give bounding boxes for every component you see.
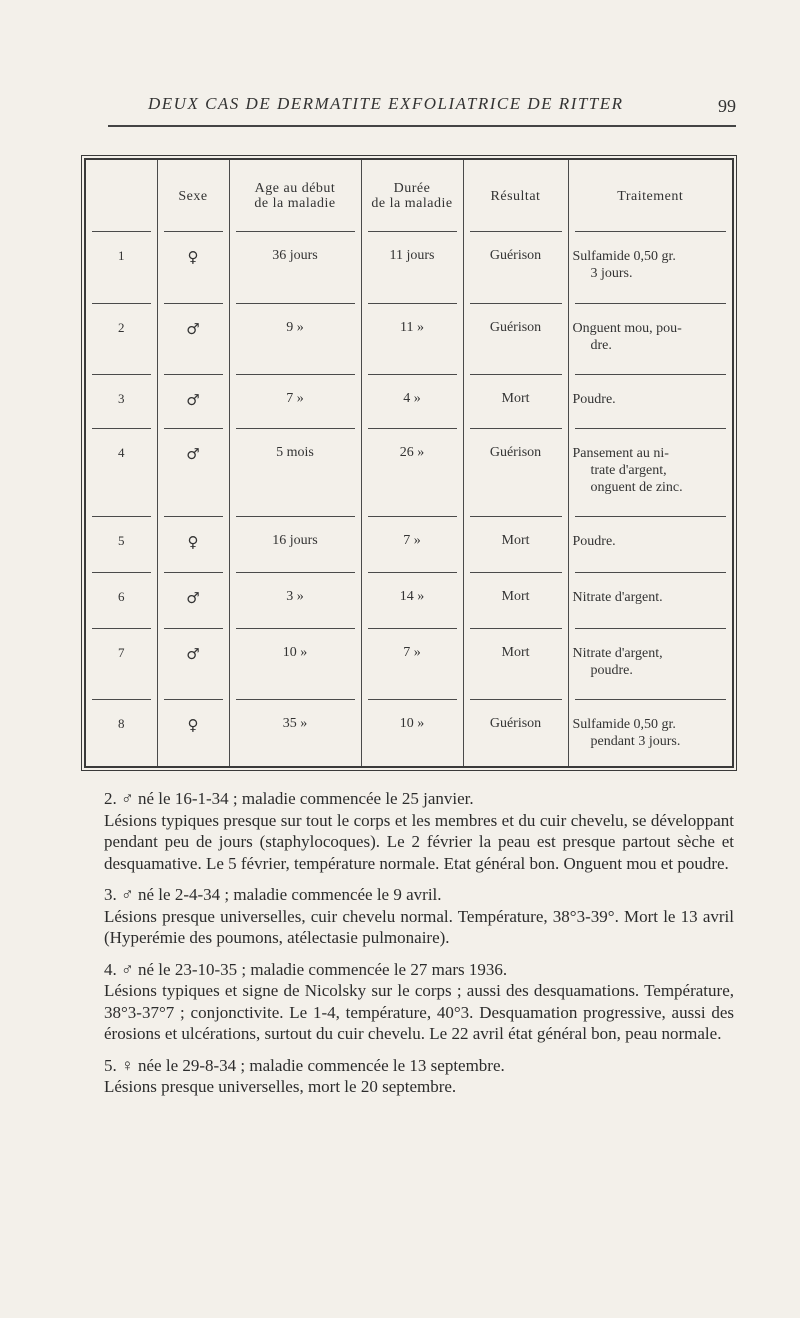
case-entry	[104, 1055, 734, 1098]
cell-traitement	[568, 517, 732, 573]
cell-age: 3 »	[229, 573, 361, 629]
traitement-line: 3 jours.	[590, 266, 633, 281]
cell-sexe: ♀	[157, 232, 229, 304]
running-title: DEUX CAS DE DERMATITE EXFOLIATRICE DE RITTER	[148, 94, 624, 113]
cell-duree: 4 »	[361, 375, 463, 429]
cell-age: 9 »	[229, 304, 361, 374]
cell-sexe: ♂	[157, 573, 229, 629]
traitement-line: onguent de zinc.	[590, 479, 683, 495]
cases-table	[84, 158, 734, 768]
cell-duree: 26 »	[361, 429, 463, 517]
cell-number: 4	[86, 429, 157, 517]
header-rule	[108, 125, 736, 127]
cell-resultat: Guérison	[463, 429, 568, 517]
traitement-line: poudre.	[590, 663, 633, 679]
cell-resultat: Guérison	[463, 304, 568, 374]
col-header-duree-line2: de la maladie	[371, 196, 453, 211]
cell-resultat: Guérison	[463, 232, 568, 304]
cell-resultat: Mort	[463, 517, 568, 573]
cell-duree: 11 »	[361, 304, 463, 374]
col-header-number	[86, 160, 157, 232]
page-number: 99	[718, 96, 736, 116]
traitement-line: trate d'argent,	[590, 462, 667, 478]
cell-traitement	[568, 429, 732, 517]
cell-age: 10 »	[229, 629, 361, 699]
traitement-line: Nitrate d'argent.	[572, 590, 663, 606]
cell-age: 16 jours	[229, 517, 361, 573]
col-header-age-line1: Age au début	[254, 181, 336, 196]
cell-sexe: ♂	[157, 375, 229, 429]
cell-traitement	[568, 232, 732, 304]
table-row	[86, 700, 732, 766]
table-row	[86, 517, 732, 573]
running-head	[100, 88, 736, 120]
case-notes	[104, 788, 734, 1108]
cell-number: 6	[86, 573, 157, 629]
traitement-line: Poudre.	[572, 391, 616, 407]
cell-traitement	[568, 375, 732, 429]
col-header-duree-line1: Durée	[393, 181, 431, 196]
cell-duree: 14 »	[361, 573, 463, 629]
cell-traitement	[568, 573, 732, 629]
cell-number: 1	[86, 232, 157, 304]
traitement-line: pendant 3 jours.	[590, 733, 681, 749]
case-text: Lésions typiques et signe de Nicolsky sur le corps ; aussi des desquamations. Température, 38°3-37°7 ; conjonctivite. Le 1-4, température, 40°3. Desquamation progressive, aussi des érosions et ulcérations, surtout du cuir chevelu. Le 22 avril état général bon, peau normale.	[104, 981, 734, 1043]
cell-resultat: Mort	[463, 375, 568, 429]
case-lead: 5. ♀ née le 29-8-34 ; maladie commencée le 13 septembre.	[104, 1055, 505, 1075]
traitement-line: Poudre.	[572, 534, 616, 550]
traitement-line: Sulfamide 0,50 gr.	[572, 716, 676, 732]
case-lead: 2. ♂ né le 16-1-34 ; maladie commencée le 25 janvier.	[104, 789, 474, 808]
table-row	[86, 304, 732, 374]
cell-traitement	[568, 304, 732, 374]
cell-sexe: ♂	[157, 304, 229, 374]
traitement-line: dre.	[590, 338, 612, 354]
table-row	[86, 375, 732, 429]
table-header-row	[86, 160, 732, 232]
cell-duree: 7 »	[361, 517, 463, 573]
case-entry	[104, 788, 734, 874]
case-lead: 4. ♂ né le 23-10-35 ; maladie commencée le 27 mars 1936.	[104, 959, 508, 979]
case-text: Lésions presque universelles, mort le 20 septembre.	[104, 1077, 457, 1096]
case-lead: 3. ♂ né le 2-4-34 ; maladie commencée le 9 avril.	[104, 885, 442, 904]
col-header-age	[229, 160, 361, 232]
col-header-age-line2: de la maladie	[254, 196, 336, 211]
cell-age: 5 mois	[229, 429, 361, 517]
cell-age: 35 »	[229, 700, 361, 766]
col-header-duree	[361, 160, 463, 232]
cell-number: 7	[86, 629, 157, 699]
col-header-traitement: Traitement	[568, 160, 732, 232]
traitement-line: Onguent mou, pou-	[572, 321, 682, 337]
cell-resultat: Guérison	[463, 700, 568, 766]
cases-table-grid	[86, 160, 732, 766]
col-header-resultat: Résultat	[463, 160, 568, 232]
traitement-line: Sulfamide 0,50 gr.	[572, 249, 676, 264]
table-row	[86, 232, 732, 304]
cell-resultat: Mort	[463, 629, 568, 699]
table-row	[86, 629, 732, 699]
cell-sexe: ♀	[157, 700, 229, 766]
col-header-sexe: Sexe	[157, 160, 229, 232]
cell-traitement	[568, 629, 732, 699]
traitement-line: Pansement au ni-	[572, 445, 669, 461]
cell-duree: 11 jours	[361, 232, 463, 304]
case-entry	[104, 959, 734, 1045]
cell-number: 5	[86, 517, 157, 573]
cell-number: 8	[118, 715, 125, 731]
cell-sexe: ♂	[157, 629, 229, 699]
traitement-line: Nitrate d'argent,	[572, 646, 663, 662]
cell-sexe: ♀	[157, 517, 229, 573]
case-entry	[104, 884, 734, 949]
case-text: Lésions presque universelles, cuir chevelu normal. Température, 38°3-39°. Mort le 13 avril (Hyperémie des poumons, atélectasie pulmonaire).	[104, 906, 734, 947]
cell-number: 2	[86, 304, 157, 374]
cell-age: 7 »	[229, 375, 361, 429]
cell-resultat: Mort	[463, 573, 568, 629]
cell-duree: 7 »	[361, 629, 463, 699]
case-text: Lésions typiques presque sur tout le corps et les membres et du cuir chevelu, se développant pendant peu de jours (staphylocoques). Le 2 février la peau est presque partout sèche et desquamative. Le 5 février, température normale. Etat général bon. Onguent mou et poudre.	[104, 810, 734, 873]
cell-sexe: ♂	[157, 429, 229, 517]
table-row	[86, 573, 732, 629]
cell-number: 3	[86, 375, 157, 429]
cell-traitement	[568, 700, 732, 766]
table-row	[86, 429, 732, 517]
cell-duree: 10 »	[361, 700, 463, 766]
cell-age: 36 jours	[229, 232, 361, 304]
